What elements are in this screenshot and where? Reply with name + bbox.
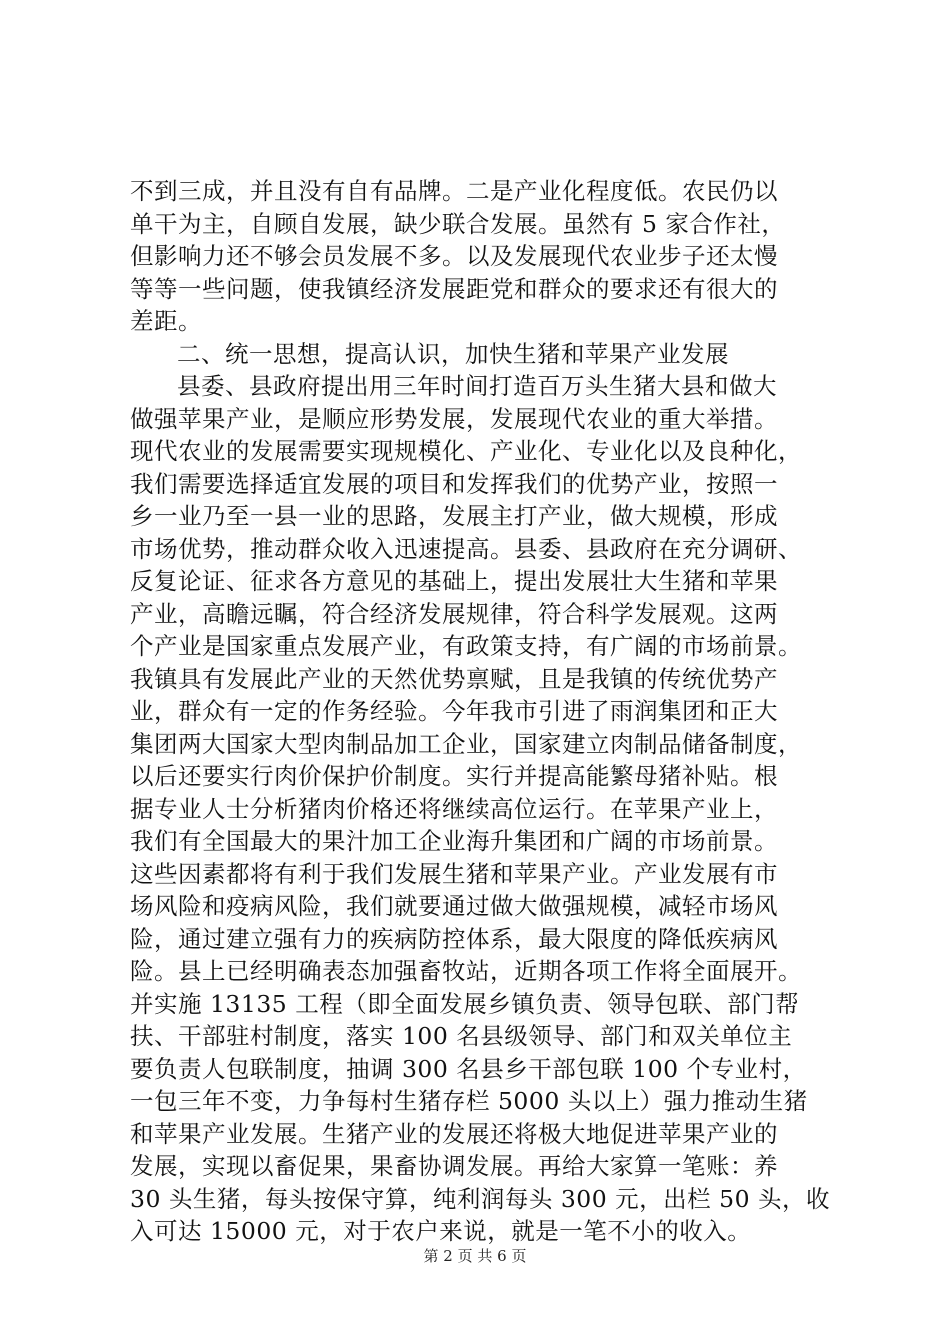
- text-line: 集团两大国家大型肉制品加工企业，国家建立肉制品储备制度，: [130, 729, 802, 758]
- page-footer: 第 2 页 共 6 页: [423, 1247, 527, 1265]
- text-line: 等等一些问题，使我镇经济发展距党和群众的要求还有很大的: [130, 274, 778, 303]
- text-line: 产业，高瞻远瞩，符合经济发展规律，符合科学发展观。这两: [130, 599, 778, 628]
- text-line: 和苹果产业发展。生猪产业的发展还将极大地促进苹果产业的: [130, 1119, 778, 1148]
- text-line: 二、统一思想，提高认识，加快生猪和苹果产业发展: [177, 339, 729, 368]
- text-line: 入可达 15000 元，对于农户来说，就是一笔不小的收入。: [130, 1217, 752, 1245]
- text-line: 我们需要选择适宜发展的项目和发挥我们的优势产业，按照一: [130, 469, 778, 498]
- text-line: 险，通过建立强有力的疾病防控体系，最大限度的降低疾病风: [130, 924, 778, 953]
- text-line: 做强苹果产业，是顺应形势发展，发展现代农业的重大举措。: [130, 404, 778, 433]
- document-body: [130, 175, 830, 1248]
- text-line: 反复论证、征求各方意见的基础上，提出发展壮大生猪和苹果: [130, 567, 778, 595]
- text-line: 业，群众有一定的作务经验。今年我市引进了雨润集团和正大: [130, 697, 778, 725]
- text-line: 不到三成，并且没有自有品牌。二是产业化程度低。农民仍以: [130, 177, 778, 205]
- text-line: 单干为主，自顾自发展，缺少联合发展。虽然有 5 家合作社，: [130, 209, 786, 238]
- text-line: 一包三年不变，力争每村生猪存栏 5000 头以上）强力推动生猪: [130, 1087, 808, 1115]
- text-line: 扶、干部驻村制度，落实 100 名县级领导、部门和双关单位主: [130, 1022, 793, 1050]
- text-line: 我们有全国最大的果汁加工企业海升集团和广阔的市场前景。: [130, 827, 778, 855]
- text-line: 差距。: [130, 307, 202, 335]
- text-line: 乡一业乃至一县一业的思路，发展主打产业，做大规模，形成: [130, 502, 778, 530]
- text-line: 现代农业的发展需要实现规模化、产业化、专业化以及良种化，: [130, 437, 802, 465]
- text-line: 个产业是国家重点发展产业，有政策支持，有广阔的市场前景。: [130, 632, 802, 660]
- text-line: 这些因素都将有利于我们发展生猪和苹果产业。产业发展有市: [130, 859, 778, 888]
- text-line: 发展，实现以畜促果，果畜协调发展。再给大家算一笔账：养: [130, 1152, 778, 1180]
- text-line: 场风险和疫病风险，我们就要通过做大做强规模，减轻市场风: [130, 892, 778, 920]
- text-line: 我镇具有发展此产业的天然优势禀赋，且是我镇的传统优势产: [130, 664, 778, 693]
- text-line: 县委、县政府提出用三年时间打造百万头生猪大县和做大: [177, 372, 777, 400]
- text-line: 险。县上已经明确表态加强畜牧站，近期各项工作将全面展开。: [130, 957, 802, 985]
- text-line: 但影响力还不够会员发展不多。以及发展现代农业步子还太慢: [130, 242, 778, 270]
- text-line: 市场优势，推动群众收入迅速提高。县委、县政府在充分调研、: [130, 534, 802, 563]
- text-line: 并实施 13135 工程（即全面发展乡镇负责、领导包联、部门帮: [130, 989, 800, 1018]
- text-line: 据专业人士分析猪肉价格还将继续高位运行。在苹果产业上，: [130, 794, 778, 823]
- text-line: 30 头生猪，每头按保守算，纯利润每头 300 元，出栏 50 头，收: [130, 1184, 831, 1213]
- text-line: 要负责人包联制度，抽调 300 名县乡干部包联 100 个专业村，: [130, 1054, 807, 1083]
- text-line: 以后还要实行肉价保护价制度。实行并提高能繁母猪补贴。根: [130, 762, 778, 790]
